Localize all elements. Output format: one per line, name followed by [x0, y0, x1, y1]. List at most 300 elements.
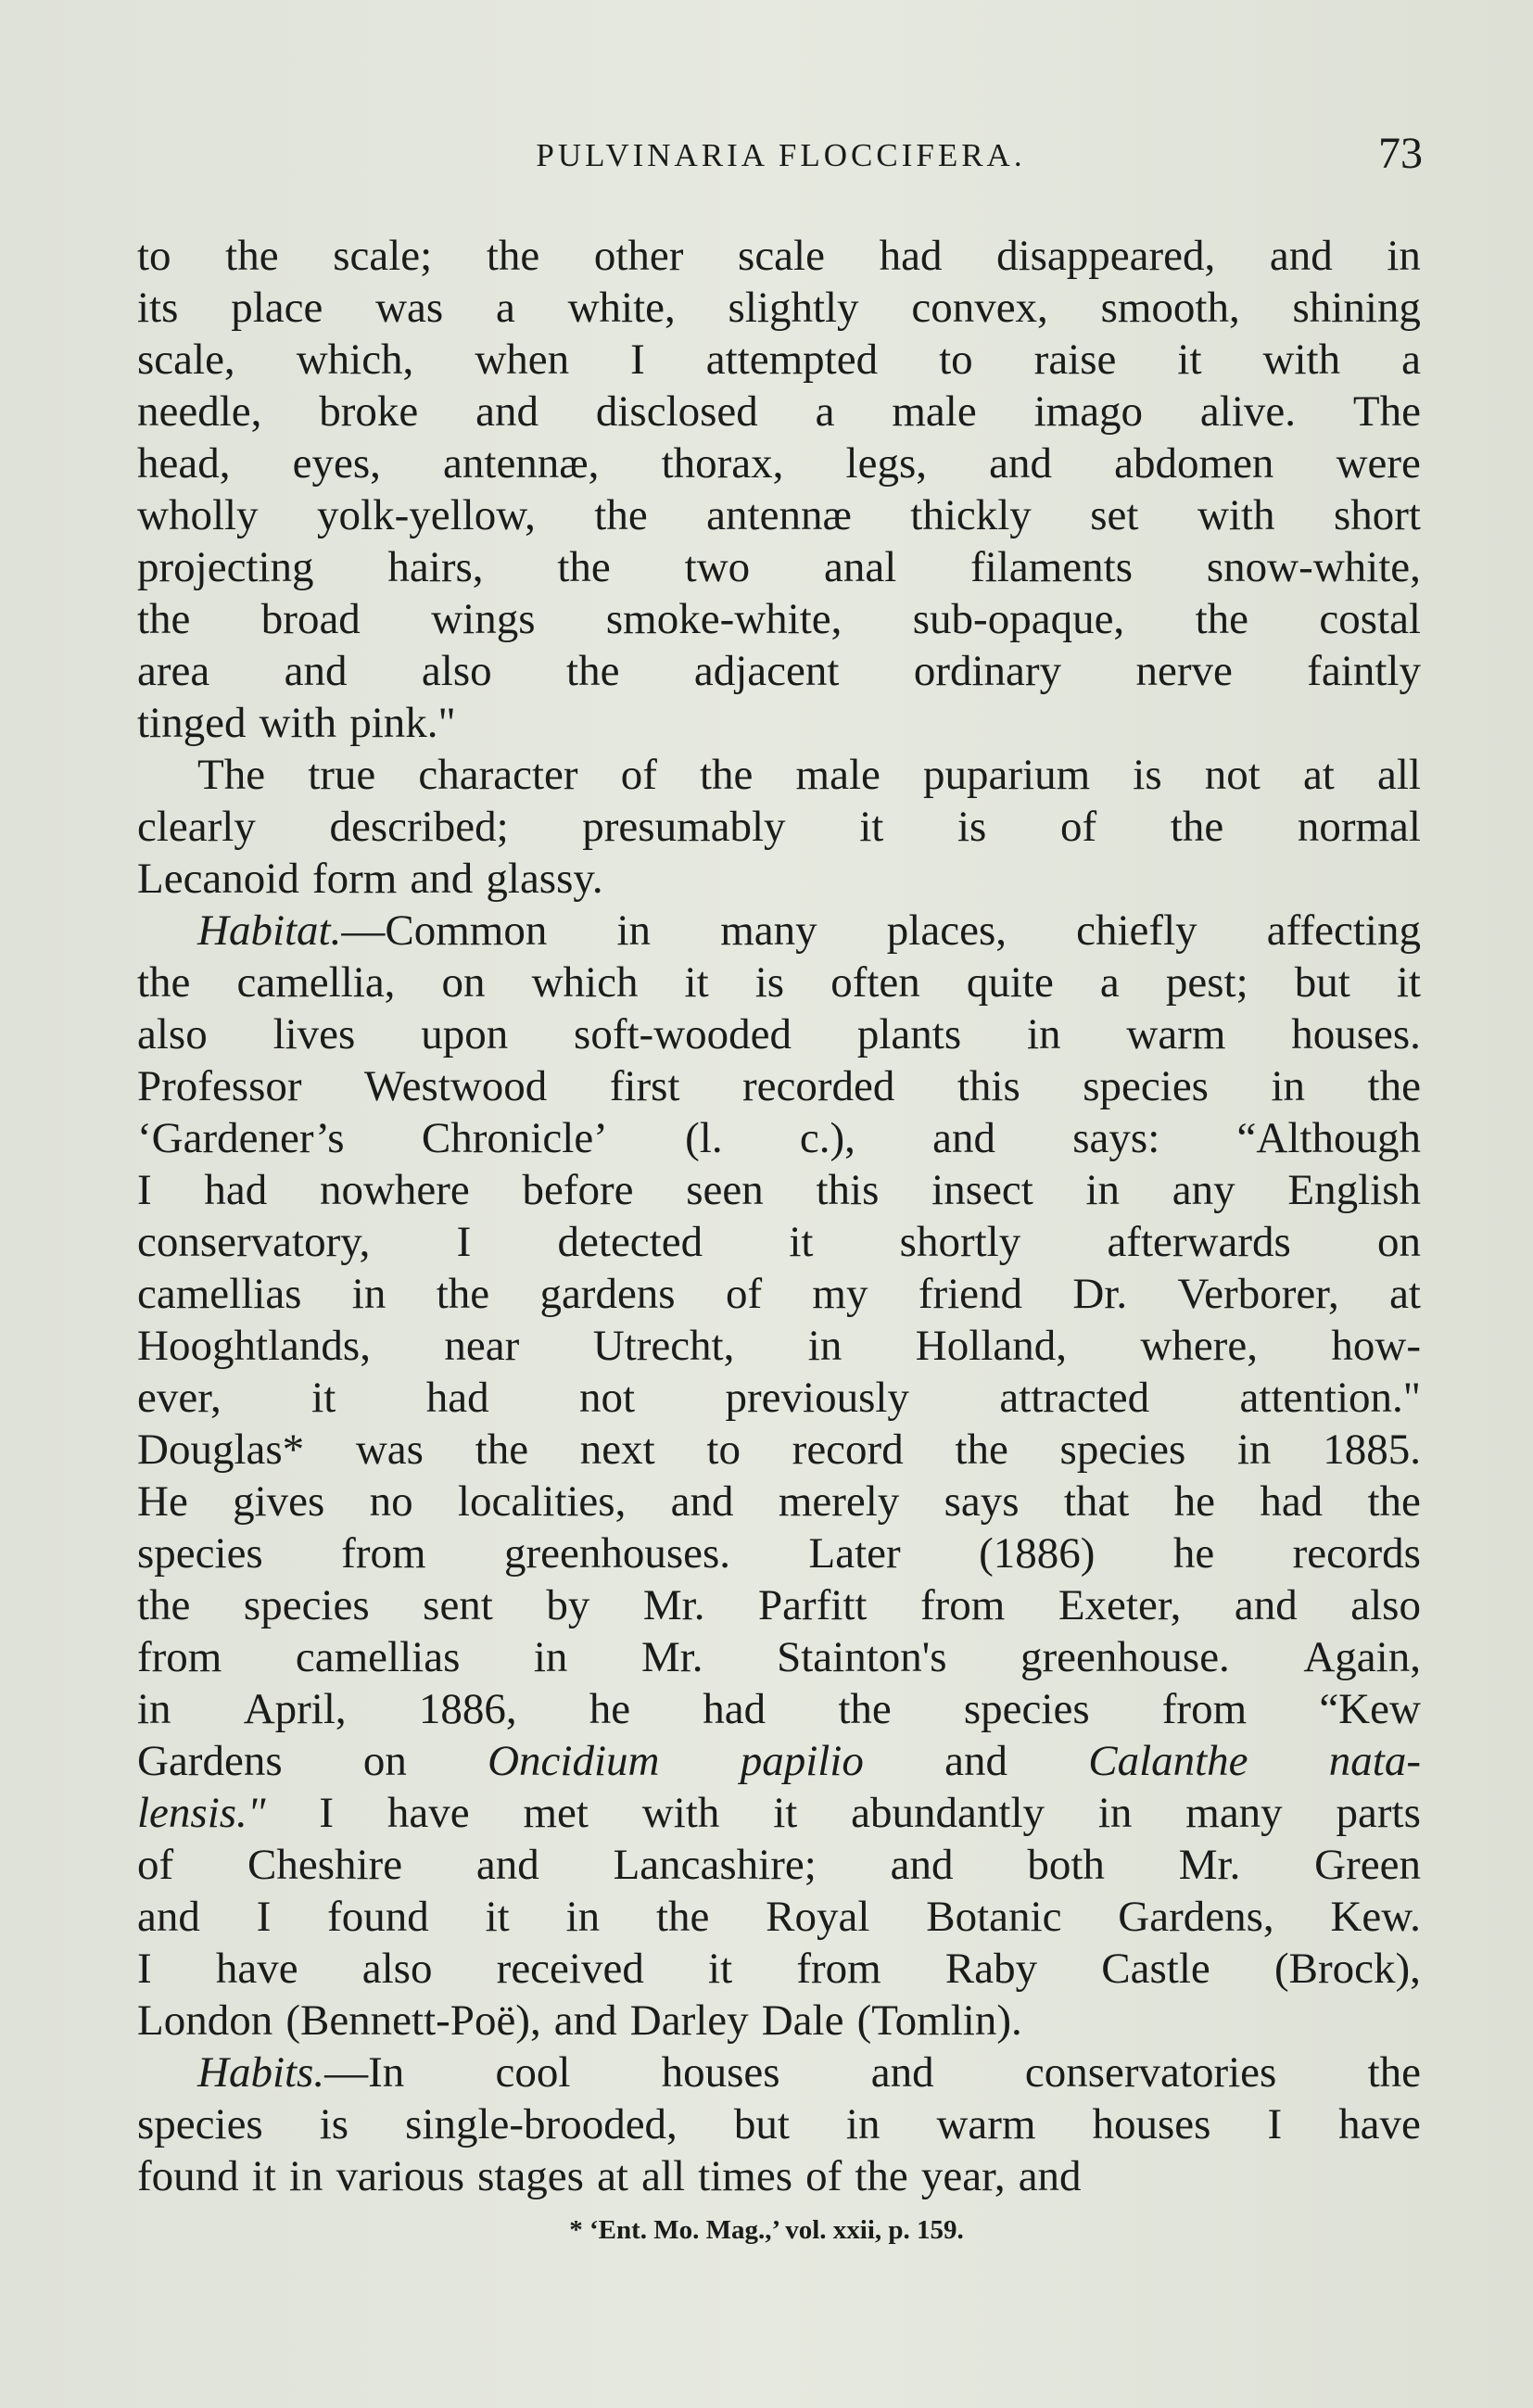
word: broke	[319, 387, 419, 436]
word: c.),	[799, 1114, 855, 1162]
word: not	[1204, 751, 1261, 799]
word: both	[1027, 1841, 1105, 1889]
text-line	[137, 386, 1421, 437]
word: and	[284, 647, 348, 695]
word: any	[1172, 1166, 1235, 1214]
word: in	[845, 2100, 881, 2148]
word: and	[989, 439, 1053, 488]
text-line	[137, 1164, 1421, 1216]
word: on	[1376, 1218, 1421, 1266]
word: a	[1401, 336, 1421, 384]
word: “Kew	[1319, 1685, 1421, 1733]
word: gardens	[539, 1270, 676, 1318]
word: London	[137, 1996, 273, 2045]
word: from	[919, 1581, 1006, 1629]
word: a	[1099, 958, 1120, 1007]
word: also	[361, 1945, 433, 1993]
word: and	[410, 855, 474, 903]
word: Green	[1314, 1841, 1421, 1889]
word: Hooghtlands,	[137, 1322, 371, 1370]
word: conservatories	[1024, 2048, 1277, 2097]
word: ever,	[137, 1374, 222, 1422]
word: the	[137, 958, 191, 1007]
text-line	[137, 334, 1421, 386]
word: Gardens,	[1118, 1893, 1274, 1941]
word: the	[699, 751, 754, 799]
word: in	[1085, 1166, 1121, 1214]
page-number: 73	[1378, 129, 1423, 178]
word: of	[620, 751, 657, 799]
word: friend	[918, 1270, 1023, 1318]
word: at	[1302, 751, 1335, 799]
word: houses.	[1291, 1010, 1421, 1058]
word: smooth,	[1100, 284, 1240, 332]
word: Calanthe	[1088, 1737, 1248, 1785]
word: puparium	[923, 751, 1091, 799]
word: the	[225, 232, 279, 280]
word: The	[197, 751, 266, 799]
word: thickly	[910, 491, 1032, 539]
word: in	[533, 1633, 568, 1681]
text-line	[137, 1943, 1421, 1995]
word: is	[754, 958, 785, 1007]
word: on	[441, 958, 486, 1007]
word: scale	[738, 232, 825, 280]
word: in	[616, 906, 652, 955]
word: shining	[1292, 284, 1421, 332]
word: head,	[137, 439, 231, 488]
word: Lecanoid	[137, 855, 299, 903]
text-line	[137, 853, 1421, 905]
word: Gardens	[137, 1737, 283, 1785]
word: broad	[260, 595, 361, 643]
word: previously	[725, 1374, 909, 1422]
word: it	[708, 1945, 733, 1993]
word: this	[816, 1166, 880, 1214]
word: wholly	[137, 491, 259, 539]
word: faintly	[1307, 647, 1421, 695]
text-line	[137, 1320, 1421, 1372]
word: Professor	[137, 1062, 302, 1110]
word: stages	[477, 2152, 584, 2200]
word: and	[870, 2048, 934, 2097]
word: in	[1236, 1426, 1272, 1474]
word: I	[456, 1218, 472, 1266]
text-line	[137, 489, 1421, 541]
word: hairs,	[387, 543, 484, 591]
word: to	[939, 336, 973, 384]
word: also	[421, 647, 492, 695]
word: the	[1170, 803, 1224, 851]
word: the	[1367, 1477, 1421, 1526]
word: nata-	[1328, 1737, 1421, 1785]
word: he	[589, 1685, 631, 1733]
word: were	[1336, 439, 1421, 488]
text-line	[137, 541, 1421, 593]
word: conservatory,	[137, 1218, 371, 1266]
word: it	[485, 1893, 510, 1941]
word: met	[523, 1789, 589, 1837]
word: set	[1090, 491, 1139, 539]
word: seen	[686, 1166, 764, 1214]
word: Verborer,	[1177, 1270, 1339, 1318]
word: species	[137, 1529, 263, 1578]
word: all	[1376, 751, 1421, 799]
word: to	[137, 232, 171, 280]
word: scale,	[137, 336, 235, 384]
word: 1886,	[418, 1685, 517, 1733]
word: it	[1396, 958, 1421, 1007]
word: He	[137, 1477, 188, 1526]
word: many	[1185, 1789, 1283, 1837]
word: species	[963, 1685, 1090, 1733]
word: ‘Gardener’s	[137, 1114, 345, 1162]
word: Habits.—In	[197, 2048, 405, 2097]
word: is	[1133, 751, 1162, 799]
word: that	[1063, 1477, 1130, 1526]
word: first	[609, 1062, 680, 1110]
word: the	[137, 595, 191, 643]
word: legs,	[845, 439, 927, 488]
word: and	[670, 1477, 734, 1526]
word: camellias	[137, 1270, 302, 1318]
word: and	[1018, 2152, 1082, 2200]
word: houses	[661, 2048, 780, 2097]
word: Utrecht,	[592, 1322, 735, 1370]
word: the	[655, 1893, 710, 1941]
word: I	[1267, 2100, 1283, 2148]
word: also	[1350, 1581, 1421, 1629]
word: abdomen	[1114, 439, 1274, 488]
word: and	[137, 1893, 200, 1941]
word: and	[475, 387, 538, 436]
word: and	[932, 1114, 995, 1162]
word: and	[1234, 1581, 1298, 1629]
word: area	[137, 647, 210, 695]
word: its	[137, 284, 179, 332]
word: upon	[421, 1010, 509, 1058]
word: had	[879, 232, 943, 280]
text-line	[137, 230, 1421, 282]
word: antennæ	[706, 491, 852, 539]
word: form	[311, 855, 398, 903]
word: greenhouses.	[503, 1529, 731, 1578]
word: Mr.	[640, 1633, 703, 1681]
word: sub-opaque,	[912, 595, 1125, 643]
text-line	[137, 905, 1421, 957]
word: in	[565, 1893, 601, 1941]
word: Westwood	[364, 1062, 548, 1110]
word: antennæ,	[443, 439, 600, 488]
word: greenhouse.	[1020, 1633, 1230, 1681]
word: Royal	[766, 1893, 870, 1941]
word: Mr.	[642, 1581, 705, 1629]
word: convex,	[911, 284, 1048, 332]
text-line	[137, 1787, 1421, 1839]
word: not	[579, 1374, 636, 1422]
word: anal	[823, 543, 897, 591]
text-line	[137, 1527, 1421, 1579]
word: and	[553, 1996, 617, 2045]
text-line	[137, 2047, 1421, 2098]
word: Darley	[629, 1996, 749, 2045]
text-line	[137, 1735, 1421, 1787]
word: the	[436, 1270, 490, 1318]
word: adjacent	[693, 647, 840, 695]
word: English	[1287, 1166, 1421, 1214]
word: with	[641, 1789, 720, 1837]
word: other	[593, 232, 684, 280]
word: Mr.	[1178, 1841, 1241, 1889]
text-line	[137, 1060, 1421, 1112]
word: scale;	[333, 232, 433, 280]
word: how-	[1331, 1322, 1421, 1370]
text-line	[137, 1579, 1421, 1631]
word: with	[1197, 491, 1275, 539]
word: costal	[1319, 595, 1421, 643]
word: plants	[856, 1010, 962, 1058]
word: it	[1177, 336, 1202, 384]
word: the	[566, 647, 620, 695]
text-line	[137, 437, 1421, 489]
word: camellia,	[236, 958, 396, 1007]
word: described;	[329, 803, 509, 851]
word: I	[137, 1166, 152, 1214]
word: imago	[1033, 387, 1144, 436]
word: the	[557, 543, 611, 591]
word: sent	[423, 1581, 493, 1629]
word: where,	[1140, 1322, 1258, 1370]
word: before	[522, 1166, 634, 1214]
word: presumably	[582, 803, 786, 851]
word: (Tomlin).	[856, 1996, 1022, 2045]
text-line	[137, 1631, 1421, 1683]
word: it	[859, 803, 884, 851]
word: species	[1083, 1062, 1209, 1110]
word: my	[812, 1270, 868, 1318]
word: and	[890, 1841, 954, 1889]
word: from	[1161, 1685, 1248, 1733]
word: (Bennett-Poë),	[285, 1996, 541, 2045]
word: but	[733, 2100, 790, 2148]
word: houses	[1092, 2100, 1211, 2148]
word: have	[386, 1789, 470, 1837]
word: of	[725, 1270, 763, 1318]
word: in	[1097, 1789, 1133, 1837]
word: I	[319, 1789, 335, 1837]
word: no	[369, 1477, 413, 1526]
word: male	[795, 751, 881, 799]
text-line	[137, 645, 1421, 697]
word: in	[137, 1685, 171, 1733]
word: had	[703, 1685, 766, 1733]
word: afterwards	[1107, 1218, 1291, 1266]
word: tinged	[137, 699, 247, 747]
word: he	[1172, 1529, 1215, 1578]
word: lensis."	[137, 1789, 266, 1837]
word: parts	[1336, 1789, 1421, 1837]
word: alive.	[1199, 387, 1297, 436]
word: Stainton's	[777, 1633, 947, 1681]
word: it	[684, 958, 709, 1007]
word: thorax,	[661, 439, 784, 488]
word: Parfitt	[757, 1581, 868, 1629]
word: says:	[1072, 1114, 1160, 1162]
word: gives	[233, 1477, 325, 1526]
word: pink."	[349, 699, 456, 747]
word: in	[351, 1270, 386, 1318]
word: of	[1059, 803, 1097, 851]
text-line	[137, 1839, 1421, 1891]
word: often	[830, 958, 920, 1007]
word: localities,	[457, 1477, 627, 1526]
word: at	[597, 2152, 628, 2200]
word: eyes,	[292, 439, 381, 488]
word: Dr.	[1072, 1270, 1128, 1318]
word: (Brock),	[1273, 1945, 1421, 1993]
word: when	[475, 336, 570, 384]
word: in	[1271, 1062, 1306, 1110]
word: projecting	[137, 543, 314, 591]
word: (l.	[685, 1114, 723, 1162]
word: a	[495, 284, 515, 332]
text-line	[137, 1372, 1421, 1424]
word: the	[1367, 2048, 1421, 2097]
word: slightly	[728, 284, 859, 332]
text-line	[137, 1424, 1421, 1476]
word: warm	[1126, 1010, 1226, 1058]
word: disclosed	[595, 387, 758, 436]
word: quite	[966, 958, 1054, 1007]
word: lives	[272, 1010, 356, 1058]
word: 1885.	[1323, 1426, 1421, 1474]
word: says	[944, 1477, 1020, 1526]
text-line	[137, 1112, 1421, 1164]
word: Lancashire;	[613, 1841, 817, 1889]
word: the	[955, 1426, 1008, 1474]
text-line	[137, 697, 1421, 749]
word: from	[137, 1633, 222, 1681]
word: many	[720, 906, 817, 955]
word: the	[838, 1685, 892, 1733]
word: various	[336, 2152, 464, 2200]
word: shortly	[899, 1218, 1021, 1266]
word: nowhere	[319, 1166, 470, 1214]
text-line	[137, 1268, 1421, 1320]
text-line	[137, 593, 1421, 645]
word: glassy.	[486, 855, 603, 903]
word: camellias	[295, 1633, 461, 1681]
word: detected	[557, 1218, 703, 1266]
word: recorded	[741, 1062, 895, 1110]
text-line	[137, 1476, 1421, 1527]
text-line	[137, 957, 1421, 1008]
word: needle,	[137, 387, 262, 436]
word: Cheshire	[247, 1841, 403, 1889]
word: warm	[936, 2100, 1036, 2148]
word: Holland,	[915, 1322, 1067, 1370]
word: pest;	[1165, 958, 1248, 1007]
word: April,	[243, 1685, 347, 1733]
word: was	[375, 284, 444, 332]
word: wings	[431, 595, 536, 643]
word: had	[1260, 1477, 1324, 1526]
word: of	[137, 1841, 174, 1889]
word: the	[1367, 1062, 1421, 1110]
word: Again,	[1303, 1633, 1421, 1681]
word: (1886)	[979, 1529, 1096, 1578]
word: true	[308, 751, 376, 799]
word: with	[259, 699, 337, 747]
word: yolk-yellow,	[317, 491, 536, 539]
word: it	[251, 2152, 276, 2200]
word: attracted	[999, 1374, 1150, 1422]
word: smoke-white,	[605, 595, 843, 643]
word: attempted	[705, 336, 879, 384]
word: was	[355, 1426, 424, 1474]
word: next	[579, 1426, 655, 1474]
word: the	[137, 1581, 191, 1629]
text-line	[137, 1216, 1421, 1268]
text-line	[137, 801, 1421, 853]
word: “Although	[1236, 1114, 1421, 1162]
text-line	[137, 282, 1421, 334]
word: a	[815, 387, 835, 436]
word: the	[486, 232, 540, 280]
word: snow-white,	[1206, 543, 1421, 591]
text-line	[137, 1683, 1421, 1735]
page-header	[139, 128, 1423, 193]
word: by	[546, 1581, 590, 1629]
word: nerve	[1135, 647, 1233, 695]
word: also	[137, 1010, 208, 1058]
text-line	[137, 1008, 1421, 1060]
word: papilio	[740, 1737, 864, 1785]
word: and	[1269, 232, 1333, 280]
word: chiefly	[1076, 906, 1197, 955]
word: and	[475, 1841, 539, 1889]
word: insect	[931, 1166, 1033, 1214]
word: Exeter,	[1058, 1581, 1182, 1629]
word: in	[1387, 232, 1421, 280]
word: I	[256, 1893, 272, 1941]
word: The	[1352, 387, 1421, 436]
word: from	[796, 1945, 881, 1993]
word: species	[243, 1581, 370, 1629]
word: Habitat.—Common	[197, 906, 548, 955]
text-line	[137, 1891, 1421, 1943]
word: Oncidium	[488, 1737, 660, 1785]
text-line	[137, 2150, 1421, 2202]
text-line	[137, 2098, 1421, 2150]
word: single-brooded,	[405, 2100, 678, 2148]
word: in	[288, 2152, 323, 2200]
word: Dale	[761, 1996, 844, 2045]
word: filaments	[970, 543, 1134, 591]
word: the	[855, 2152, 908, 2200]
word: normal	[1297, 803, 1421, 851]
word: had	[204, 1166, 268, 1214]
word: Kew.	[1330, 1893, 1421, 1941]
word: disappeared,	[996, 232, 1216, 280]
word: raise	[1033, 336, 1117, 384]
word: Chronicle’	[421, 1114, 608, 1162]
word: all	[641, 2152, 686, 2200]
word: abundantly	[851, 1789, 1045, 1837]
word: short	[1333, 491, 1421, 539]
word: Castle	[1101, 1945, 1210, 1993]
word: record	[792, 1426, 904, 1474]
